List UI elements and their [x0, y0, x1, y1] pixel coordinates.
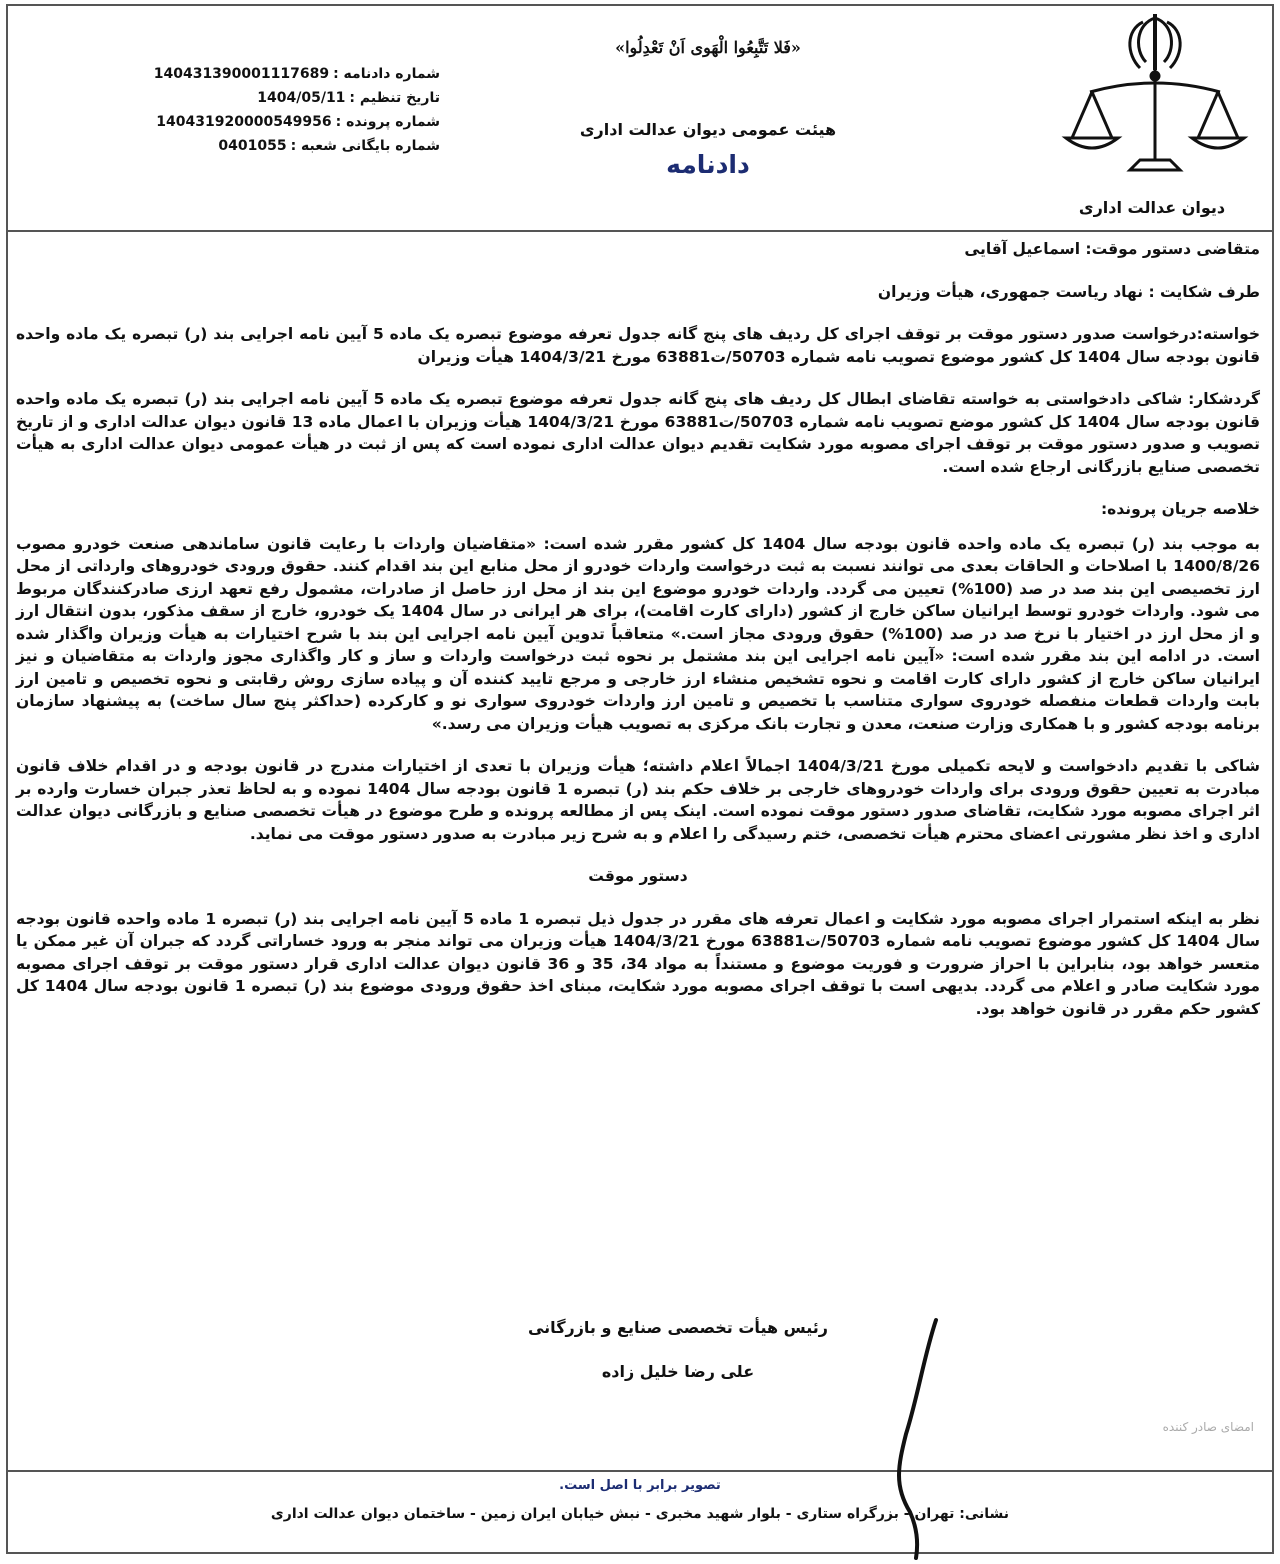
signature-caption: امضای صادر کننده [1162, 1420, 1254, 1434]
applicant-line: متقاضی دستور موقت: اسماعیل آقایی [964, 240, 1260, 258]
document-header [8, 6, 1272, 232]
meta-row-date [120, 86, 440, 110]
meta-label: شماره پرونده : [335, 114, 440, 130]
meta-row-case-number [120, 110, 440, 134]
request-paragraph: خواسته:درخواست صدور دستور موقت بر توقف اجرای کل ردیف های پنج گانه جدول تعرفه موضوع تبصره یک ماده 5 آیین نامه اجرایی بند (ر) تبصره یک ماده واحده قانون بودجه سال 1404 کل کشور موضوع تصویب نامه شماره 50703/ت63881 مورخ 1404/3/21 هیأت وزیران [16, 325, 1261, 366]
meta-label: شماره دادنامه : [333, 66, 440, 82]
meta-value: 140431390001117689 [153, 66, 330, 82]
document-title: دادنامه [666, 150, 750, 179]
meta-value: 0401055 [218, 138, 287, 154]
order-heading: دستور موقت [588, 867, 688, 885]
meta-label: تاریخ تنظیم : [349, 90, 440, 106]
meta-label: شماره بایگانی شعبه : [290, 138, 440, 154]
signatory-name: علی رضا خلیل زاده [601, 1362, 755, 1381]
court-name: دیوان عدالت اداری [1078, 198, 1226, 217]
iran-emblem-scales-icon [1060, 10, 1250, 180]
handwritten-stroke [880, 1316, 960, 1560]
respondent-line: طرف شکایت : نهاد ریاست جمهوری، هیأت وزیران [877, 282, 1260, 301]
meta-row-judgment-number [120, 62, 440, 86]
proceedings-paragraph: گردشکار: شاکی دادخواستی به خواسته تقاضای ابطال کل ردیف های پنج گانه جدول تعرفه موضوع تبصره یک ماده 5 آیین نامه اجرایی بند (ر) تبصره یک ماده واحده قانون بودجه سال 1404 کل کشور موضع تصویب نامه شماره 50703/ت63881 مورخ 1404/3/21 هیأت وزیران با اعمال ماده 13 قانون دیوان عدالت اداری و از تاریخ تصویب و صدور دستور موقت بر توقف اجرای مصوبه مورد شکایت تقدیم دیوان عدالت اداری نموده است که پس از ثبت در هیأت عمومی دیوان عدالت اداری به هیأت تخصصی صنایع بازرگانی ارجاع شده است. [16, 390, 1261, 476]
board-name: هیئت عمومی دیوان عدالت اداری [579, 120, 837, 139]
summary-heading: خلاصه جریان پرونده: [1100, 500, 1260, 518]
meta-value: 140431920000549956 [156, 114, 332, 130]
signatory-title: رئیس هیأت تخصصی صنایع و بازرگانی [527, 1318, 828, 1337]
document-meta [120, 62, 440, 158]
copy-certification: تصویر برابر با اصل است. [559, 1478, 721, 1493]
quran-verse: «فَلا تَتَّبِعُوا الْهَوی اَنْ تَعْدِلُوا» [615, 38, 801, 57]
document-footer [8, 1470, 1272, 1552]
document-frame [6, 4, 1274, 1554]
meta-row-archive-number [120, 134, 440, 158]
document-body [16, 238, 1260, 1040]
court-address: نشانی: تهران - بزرگراه ستاری - بلوار شهید مخبری - نبش خیابان ایران زمین - ساختمان دیوان عدالت اداری [270, 1506, 1010, 1522]
complaint-paragraph: شاکی با تقدیم دادخواست و لایحه تکمیلی مورخ 1404/3/21 اجمالاً اعلام داشته؛ هیأت وزیران با تعدی از اختیارات مندرج در قانون بودجه و در اقدام خلاف قانون مبادرت به تعیین حقوق ورودی برای واردات خودروهای خارجی بر خلاف حکم بند (ر) تبصره 1 قانون بودجه سال 1404 نموده و به لحاظ تعذر جبران خسارت وارده بر اثر اجرای مصوبه مورد شکایت، تقاضای صدور دستور موقت نموده است. اینک پس از مطالعه پرونده و طرح موضوع در هیأت تخصصی صنایع و بازرگانی دیوان عدالت اداری و اخذ نظر مشورتی اعضای محترم هیأت تخصصی، ختم رسیدگی را اعلام و به شرح زیر مبادرت به صدور دستور موقت می نماید. [16, 757, 1260, 843]
order-paragraph: نظر به اینکه استمرار اجرای مصوبه مورد شکایت و اعمال تعرفه های مقرر در جدول ذیل تبصره 1 ماده 5 آیین نامه اجرایی بند (ر) تبصره 1 ماده واحده قانون بودجه سال 1404 کل کشور موضوع تصویب نامه شماره 50703/ت63881 مورخ 1404/3/21 هیأت وزیران می تواند منجر به ورود خساراتی گردد که جبران آن غیر ممکن یا متعسر خواهد بود، بنابراین با احراز ضرورت و فوریت موضوع و مستنداً به مواد 34، 35 و 36 قانون دیوان عدالت اداری قرار دستور موقت بر توقف اجرای مصوبه مورد شکایت صادر و اعلام می گردد. بدیهی است با توقف اجرای مصوبه مورد شکایت، مبنای اخذ حقوق ورودی موضوع بند (ر) تبصره 1 قانون بودجه سال 1404 کل کشور حکم مقرر در قانون خواهد بود. [16, 909, 1261, 1018]
meta-value: 1404/05/11 [257, 90, 346, 106]
summary-paragraph: به موجب بند (ر) تبصره یک ماده واحده قانون بودجه سال 1404 کل کشور مقرر شده است: «متقاضیان واردات با رعایت قانون ساماندهی صنعت خودرو مصوب 1400/8/26 با اصلاحات و الحاقات بعدی می توانند نسبت به ثبت درخواست واردات خودرو از محل منابع این بند اقدام کنند. حقوق ورودی خودروهای وارداتی از محل ارز تخصیصی این بند صد در صد (100%) تعیین می گردد. واردات خودرو موضوع این بند از محل ارز حاصل از صادرات، مشمول رفع تعهد ارزی صادرکنندگان مربوط می شود. واردات خودرو توسط ایرانیان ساکن خارج از کشور (دارای کارت اقامت)، برای هر ایرانی در سال 1404 یک خودرو، خارج از سقف مذکور، بدون انتقال ارز و از محل ارز در اختیار با نرخ صد در صد (100%) حقوق ورودی مجاز است.» متعاقباً تدوین آیین نامه اجرایی این بند با شرح اختیارات به هیأت وزیران واگذار شده است. در ادامه این بند مقرر شده است: «آیین نامه اجرایی این بند مشتمل بر نحوه ثبت درخواست واردات و ساز و کار واگذاری مجوز واردات به متقاضیان و نیز ایرانیان ساکن خارج از کشور دارای کارت اقامت و نحوه تشخیص منشاء ارز خارجی و مرجع تایید کننده آن و پیاده سازی روش رقابتی و نحوه تخصیص و تامین ارز بابت واردات قطعات منفصله خودروی سواری متناسب با تخصیص و تامین ارز واردات خودروی سواری نو و کارکرده (حداکثر پنج سال ساخت) به پیشنهاد سازمان برنامه بودجه کشور و با همکاری وزارت صنعت، معدن و تجارت بانک مرکزی به تصویب هیأت وزیران می رسد.» [16, 534, 1261, 733]
